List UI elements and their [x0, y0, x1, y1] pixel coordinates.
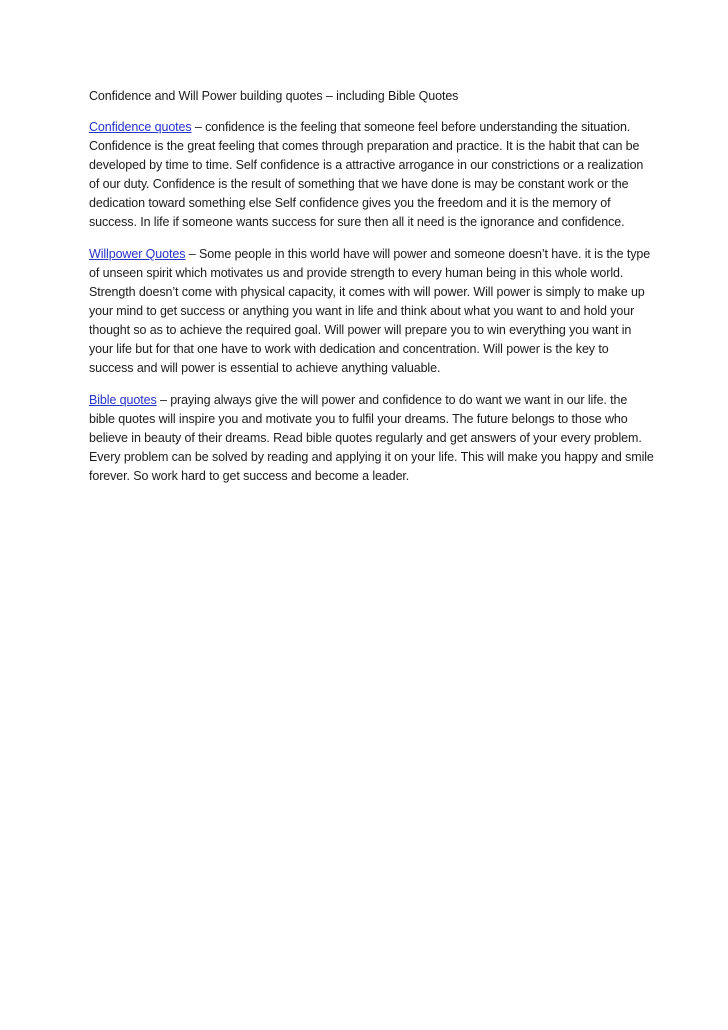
document-content [89, 87, 655, 499]
paragraph-willpower [89, 245, 655, 378]
paragraph-bible-text: – praying always give the will power and confidence to do want we want in our life. the bible quotes will inspire you and motivate you to fulfil your dreams. The future belongs to those who believe in beauty of their dreams. Read bible quotes regularly and get answers of your every problem. Every problem can be solved by reading and applying it on your life. This will make you happy and smile forever. So work hard to get success and become a leader. [89, 393, 654, 483]
bible-quotes-link[interactable]: Bible quotes [89, 393, 157, 407]
document-title: Confidence and Will Power building quotes – including Bible Quotes [89, 89, 459, 103]
willpower-quotes-link[interactable]: Willpower Quotes [89, 247, 186, 261]
paragraph-willpower-text: – Some people in this world have will power and someone doesn’t have. it is the type of unseen spirit which motivates us and provide strength to every human being in this whole world. Strength doesn’t come with physical capacity, it comes with will power. Will power is simply to make up your mind to get success or anything you want in life and think about what you want to and hold your thought so as to achieve the required goal. Will power will prepare you to win everything you want in your life but for that one have to work with dedication and concentration. Will power is the key to success and will power is essential to achieve anything valuable. [89, 247, 651, 375]
paragraph-confidence-text: – confidence is the feeling that someone feel before understanding the situation. Confidence is the great feeling that comes through preparation and practice. It is the habit that can be developed by time to time. Self confidence is a attractive arrogance in our constrictions or a realization of our duty. Confidence is the result of something that we have done is may be constant work or the dedication toward something else Self confidence gives you the freedom and it is the memory of success. In life if someone wants success for sure then all it need is the ignorance and confidence. [89, 120, 644, 229]
confidence-quotes-link[interactable]: Confidence quotes [89, 120, 192, 134]
paragraph-confidence [89, 118, 655, 232]
paragraph-bible [89, 391, 655, 486]
